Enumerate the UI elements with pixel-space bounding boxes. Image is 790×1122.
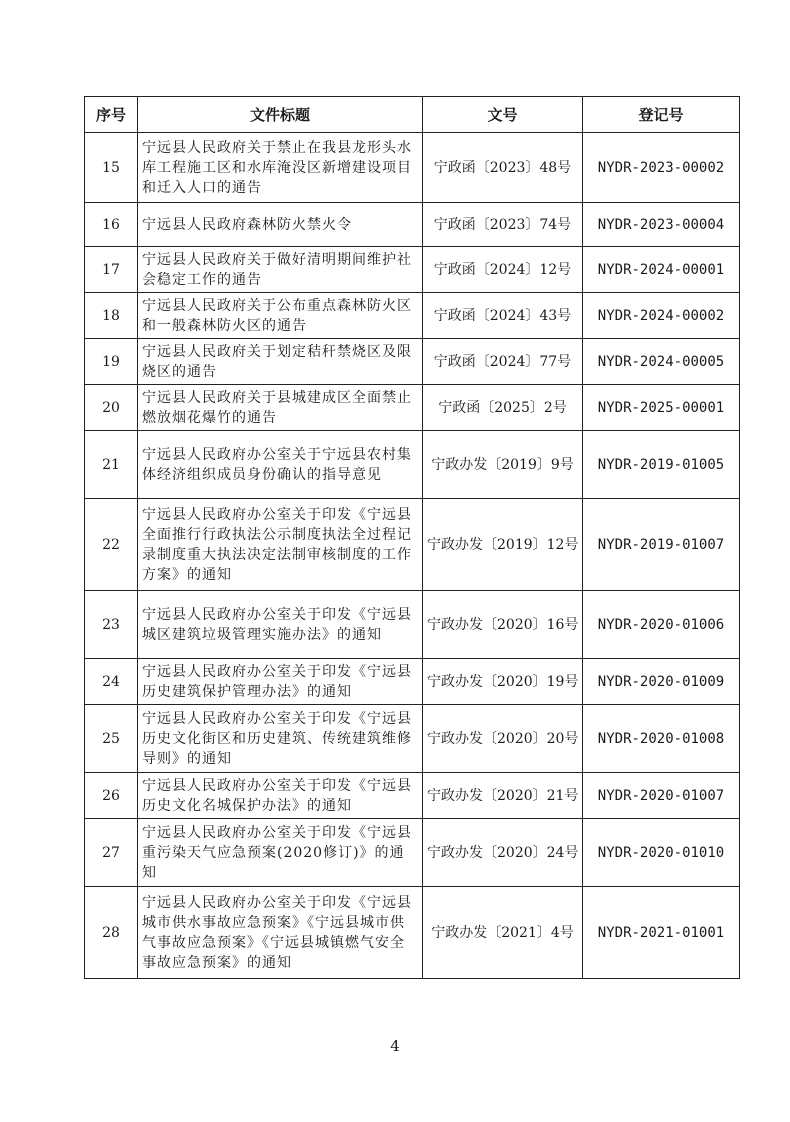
- header-doc-number: 文号: [423, 97, 583, 133]
- row-serial: 18: [85, 293, 138, 339]
- row-title: 宁远县人民政府办公室关于印发《宁远县重污染天气应急预案(2020修订)》的通知: [138, 819, 423, 887]
- row-serial: 21: [85, 431, 138, 499]
- row-doc-number: 宁政函〔2024〕77号: [423, 339, 583, 385]
- row-doc-number: 宁政函〔2024〕12号: [423, 247, 583, 293]
- row-doc-number: 宁政办发〔2021〕4号: [423, 887, 583, 979]
- row-serial: 15: [85, 133, 138, 203]
- page-number: 4: [390, 1037, 400, 1055]
- row-serial: 25: [85, 705, 138, 773]
- row-serial: 24: [85, 659, 138, 705]
- table-row: [85, 339, 740, 385]
- row-doc-number: 宁政函〔2024〕43号: [423, 293, 583, 339]
- row-registration: NYDR-2020-01007: [583, 773, 740, 819]
- row-doc-number: 宁政函〔2023〕48号: [423, 133, 583, 203]
- row-doc-number: 宁政办发〔2020〕21号: [423, 773, 583, 819]
- row-serial: 17: [85, 247, 138, 293]
- row-serial: 27: [85, 819, 138, 887]
- header-serial: 序号: [85, 97, 138, 133]
- row-registration: NYDR-2023-00004: [583, 203, 740, 247]
- table-row: [85, 247, 740, 293]
- row-doc-number: 宁政办发〔2020〕19号: [423, 659, 583, 705]
- row-title: 宁远县人民政府森林防火禁火令: [138, 203, 423, 247]
- table-row: [85, 431, 740, 499]
- row-registration: NYDR-2024-00005: [583, 339, 740, 385]
- row-registration: NYDR-2019-01007: [583, 499, 740, 591]
- row-registration: NYDR-2024-00002: [583, 293, 740, 339]
- row-doc-number: 宁政办发〔2020〕20号: [423, 705, 583, 773]
- row-doc-number: 宁政函〔2023〕74号: [423, 203, 583, 247]
- table-row: [85, 705, 740, 773]
- row-doc-number: 宁政办发〔2020〕24号: [423, 819, 583, 887]
- table-row: [85, 887, 740, 979]
- row-registration: NYDR-2024-00001: [583, 247, 740, 293]
- row-registration: NYDR-2020-01009: [583, 659, 740, 705]
- row-title: 宁远县人民政府关于公布重点森林防火区和一般森林防火区的通告: [138, 293, 423, 339]
- row-title: 宁远县人民政府关于禁止在我县龙形头水库工程施工区和水库淹没区新增建设项目和迁入人口的通告: [138, 133, 423, 203]
- row-title: 宁远县人民政府办公室关于印发《宁远县历史建筑保护管理办法》的通知: [138, 659, 423, 705]
- row-title: 宁远县人民政府办公室关于印发《宁远县历史文化名城保护办法》的通知: [138, 773, 423, 819]
- row-serial: 16: [85, 203, 138, 247]
- document-table: [84, 96, 740, 979]
- row-title: 宁远县人民政府关于划定秸秆禁烧区及限烧区的通告: [138, 339, 423, 385]
- row-registration: NYDR-2025-00001: [583, 385, 740, 431]
- row-registration: NYDR-2019-01005: [583, 431, 740, 499]
- row-registration: NYDR-2023-00002: [583, 133, 740, 203]
- table-row: [85, 819, 740, 887]
- table-row: [85, 659, 740, 705]
- row-title: 宁远县人民政府办公室关于印发《宁远县历史文化街区和历史建筑、传统建筑维修导则》的通知: [138, 705, 423, 773]
- row-serial: 19: [85, 339, 138, 385]
- row-registration: NYDR-2020-01008: [583, 705, 740, 773]
- table-row: [85, 591, 740, 659]
- header-title: 文件标题: [138, 97, 423, 133]
- row-doc-number: 宁政办发〔2020〕16号: [423, 591, 583, 659]
- row-serial: 26: [85, 773, 138, 819]
- row-registration: NYDR-2021-01001: [583, 887, 740, 979]
- table-row: [85, 385, 740, 431]
- table-row: [85, 203, 740, 247]
- table-header-row: [85, 97, 740, 133]
- row-serial: 23: [85, 591, 138, 659]
- row-doc-number: 宁政函〔2025〕2号: [423, 385, 583, 431]
- row-doc-number: 宁政办发〔2019〕12号: [423, 499, 583, 591]
- row-doc-number: 宁政办发〔2019〕9号: [423, 431, 583, 499]
- row-serial: 28: [85, 887, 138, 979]
- row-title: 宁远县人民政府办公室关于印发《宁远县城市供水事故应急预案》《宁远县城市供气事故应急预案》《宁远县城镇燃气安全事故应急预案》的通知: [138, 887, 423, 979]
- row-title: 宁远县人民政府办公室关于宁远县农村集体经济组织成员身份确认的指导意见: [138, 431, 423, 499]
- table-row: [85, 499, 740, 591]
- row-title: 宁远县人民政府关于做好清明期间维护社会稳定工作的通告: [138, 247, 423, 293]
- row-registration: NYDR-2020-01006: [583, 591, 740, 659]
- row-title: 宁远县人民政府办公室关于印发《宁远县城区建筑垃圾管理实施办法》的通知: [138, 591, 423, 659]
- row-title: 宁远县人民政府办公室关于印发《宁远县全面推行行政执法公示制度执法全过程记录制度重大执法决定法制审核制度的工作方案》的通知: [138, 499, 423, 591]
- table-row: [85, 773, 740, 819]
- row-serial: 22: [85, 499, 138, 591]
- row-serial: 20: [85, 385, 138, 431]
- header-registration: 登记号: [583, 97, 740, 133]
- table-row: [85, 133, 740, 203]
- row-title: 宁远县人民政府关于县城建成区全面禁止燃放烟花爆竹的通告: [138, 385, 423, 431]
- table-row: [85, 293, 740, 339]
- row-registration: NYDR-2020-01010: [583, 819, 740, 887]
